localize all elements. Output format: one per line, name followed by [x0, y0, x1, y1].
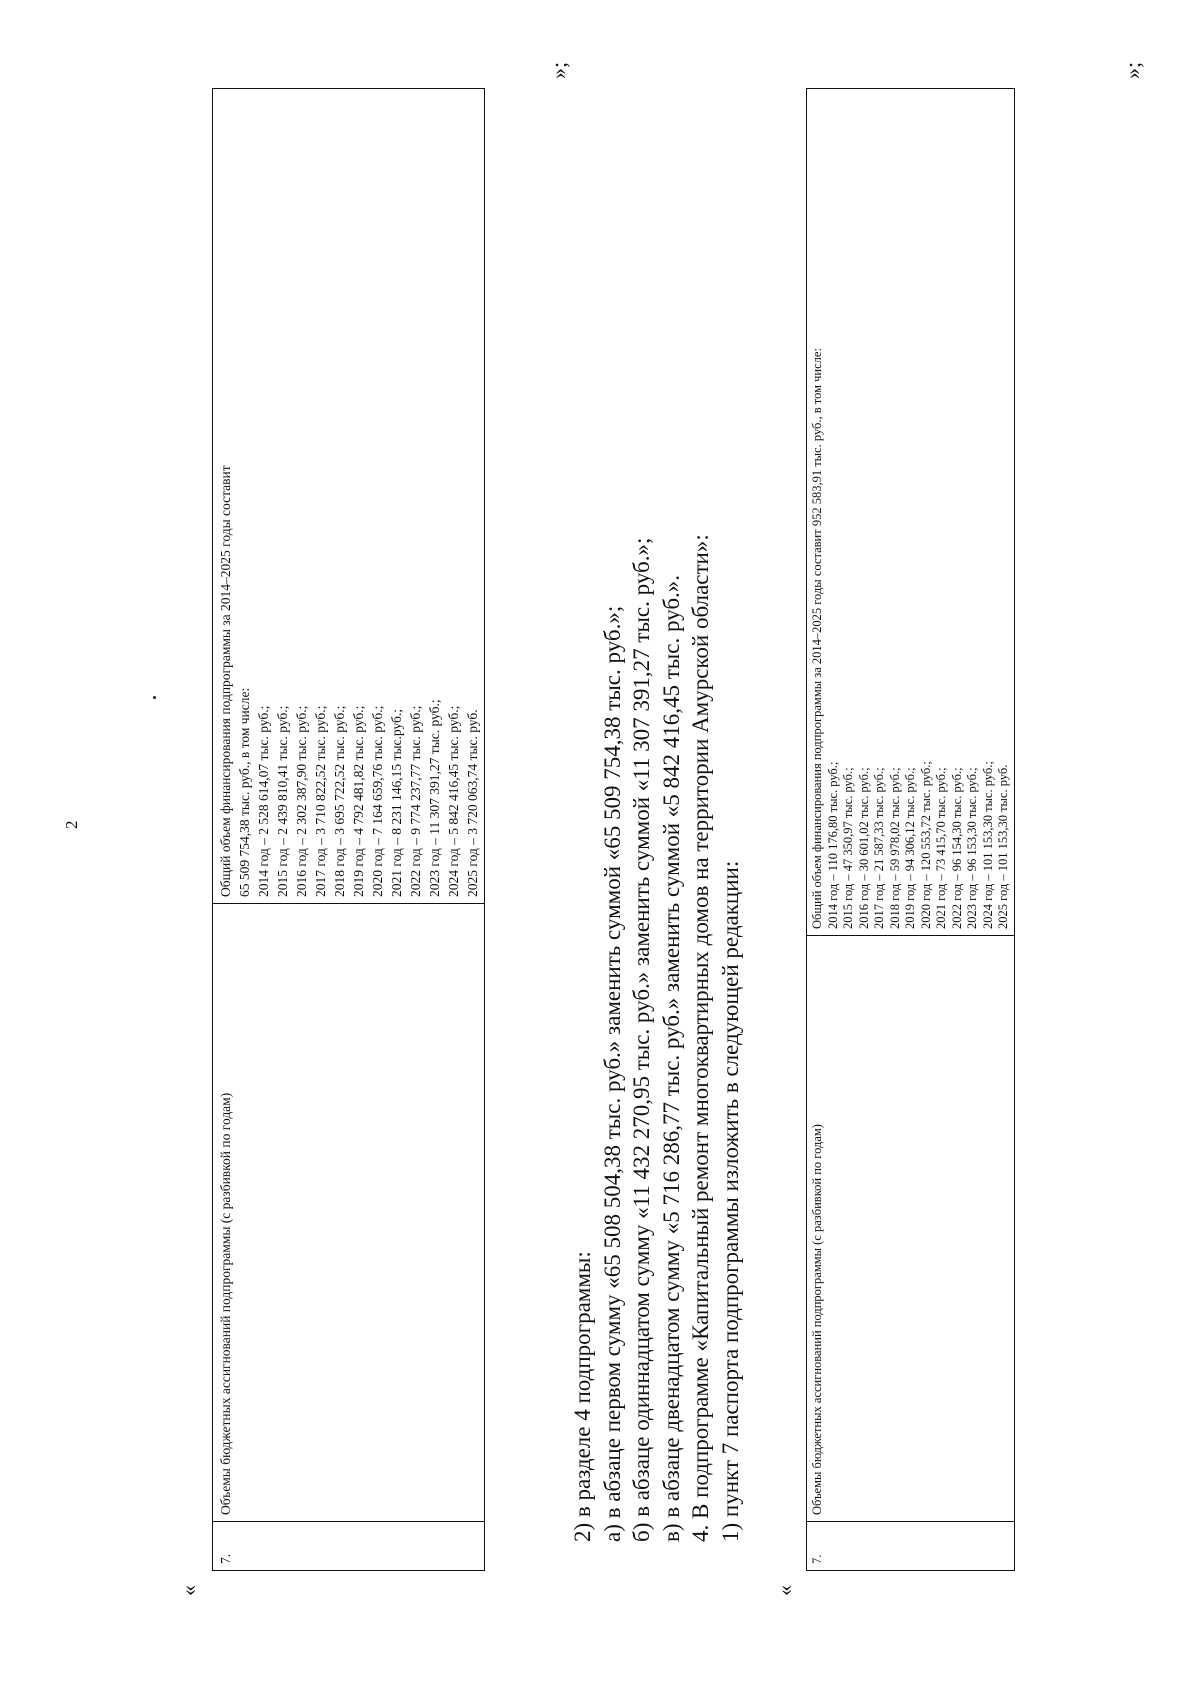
page-number: 2 — [62, 820, 81, 829]
row-number: 7. — [213, 1522, 485, 1571]
passport-table-new — [806, 88, 1015, 1571]
row-label-text: Объемы бюджетных ассигнований подпрограммы (с разбивкой по годам) — [218, 1092, 233, 1515]
financing-line: 2021 год – 73 415,70 тыс. руб.; — [934, 767, 948, 929]
financing-line: 2024 год – 5 842 416,45 тыс. руб.; — [446, 705, 461, 897]
financing-line: 2022 год – 96 154,30 тыс. руб.; — [949, 767, 964, 929]
open-quote-2: « — [772, 1585, 797, 1596]
financing-line: 65 509 754,38 тыс. руб., в том числе: — [237, 687, 252, 897]
financing-line: 2023 год – 11 307 391,27 тыс. руб.; — [427, 699, 442, 897]
financing-line: 2025 год – 101 153,30 тыс. руб. — [996, 764, 1010, 929]
financing-line: 2015 год – 47 350,97 тыс. руб.; — [841, 767, 855, 929]
paragraph-1: 2) в разделе 4 подпрограммы: — [570, 1251, 595, 1542]
financing-line: Общий объем финансирования подпрограммы за 2014–2025 годы составит 952 583,91 тыс. руб., в том числе: — [810, 348, 824, 929]
financing-line: 2024 год – 101 153,30 тыс. руб.; — [980, 761, 995, 929]
paragraph-6: 1) пункт 7 паспорта подпрограммы изложить в следующей редакции: — [717, 860, 743, 1542]
financing-line: 2022 год – 9 774 237,77 тыс. руб.; — [408, 705, 423, 897]
paragraph-4: в) в абзаце двенадцатом сумму «5 716 286,77 тыс. руб.» заменить суммой «5 842 416,45 тыс. руб.». — [658, 574, 684, 1542]
financing-line: 2014 год – 2 528 614,07 тыс. руб.; — [256, 705, 271, 897]
close-quote-1: »; — [546, 61, 571, 79]
financing-line: 2017 год – 3 710 822,52 тыс. руб.; — [313, 705, 328, 897]
financing-lines — [810, 95, 1012, 929]
financing-line: 2023 год – 96 153,30 тыс. руб.; — [965, 767, 979, 929]
open-quote-1: « — [176, 1585, 201, 1596]
row-value — [807, 89, 1015, 936]
financing-line: 2018 год – 59 978,02 тыс. руб.; — [887, 767, 902, 929]
amendment-text — [568, 142, 745, 1542]
financing-line: 2019 год – 4 792 481,82 тыс. руб.; — [351, 705, 366, 897]
paragraph-3: б) в абзаце одиннадцатом сумму «11 432 270,95 тыс. руб.» заменить суммой «11 307 391,27 тыс. руб.»; — [629, 537, 654, 1542]
financing-line: 2019 год – 94 306,12 тыс. руб.; — [903, 767, 917, 929]
scan-speck — [153, 696, 156, 699]
paragraph-2: а) в абзаце первом сумму «65 508 504,38 тыс. руб.» заменить суммой «65 509 754,38 тыс. руб.»; — [599, 605, 625, 1542]
financing-line: 2015 год – 2 439 810,41 тыс. руб.; — [275, 705, 290, 897]
row-label — [807, 936, 1015, 1522]
financing-lines — [216, 95, 482, 897]
financing-line: 2016 год – 30 601,02 тыс. руб.; — [856, 767, 871, 929]
row-label — [213, 904, 485, 1522]
financing-line: 2016 год – 2 302 387,90 тыс. руб.; — [294, 705, 309, 897]
paragraph-5: 4. В подпрограмме «Капитальный ремонт многоквартирных домов на территории Амурской области»: — [688, 534, 713, 1542]
financing-line: 2020 год – 7 164 659,76 тыс. руб.; — [370, 705, 385, 897]
row-label-text: Объемы бюджетных ассигнований подпрограммы (с разбивкой по годам) — [810, 1124, 824, 1515]
close-quote-2: »; — [1120, 61, 1145, 79]
financing-line: 2014 год – 110 176,80 тыс. руб.; — [825, 761, 840, 929]
financing-line: 2021 год – 8 231 146,15 тыс.руб.; — [389, 708, 404, 897]
financing-line: 2025 год – 3 720 063,74 тыс. руб. — [465, 709, 480, 897]
financing-line: 2020 год – 120 553,72 тыс. руб.; — [918, 761, 933, 929]
financing-line: Общий объем финансирования подпрограммы за 2014–2025 годы составит — [218, 465, 233, 897]
row-number: 7. — [807, 1522, 1015, 1571]
financing-line: 2017 год – 21 587,33 тыс. руб.; — [872, 767, 886, 929]
row-value — [213, 89, 485, 904]
financing-line: 2018 год – 3 695 722,52 тыс. руб.; — [332, 705, 347, 897]
passport-table-old — [212, 88, 485, 1571]
